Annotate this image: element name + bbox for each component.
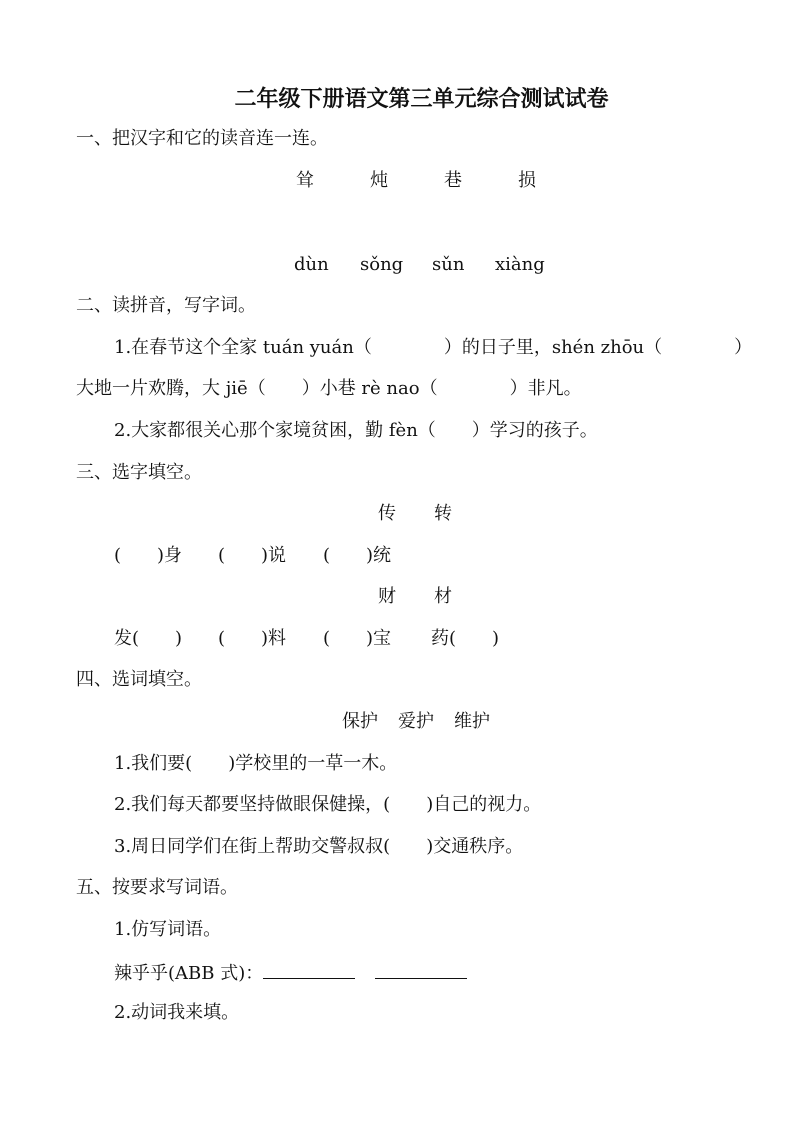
choice-char-cai1: 财 <box>378 586 396 607</box>
pinyin-1: dùn <box>294 254 329 275</box>
section2-line2: 大地一片欢腾，大 jiē（ ）小巷 rè nao（ ）非凡。 <box>76 378 582 399</box>
blank-tong: ( )统 <box>323 545 392 566</box>
section2-heading: 二、读拼音，写字词。 <box>76 295 256 316</box>
example-word: 辣乎乎(ABB 式)： <box>114 963 264 984</box>
char-3: 巷 <box>444 170 462 191</box>
section4-heading: 四、选词填空。 <box>76 669 202 690</box>
blank-yao: 药( ) <box>431 628 500 649</box>
section4-q3: 3.周日同学们在街上帮助交警叔叔( )交通秩序。 <box>114 836 524 857</box>
page-title: 二年级下册语文第三单元综合测试试卷 <box>234 86 609 112</box>
answer-blank-1[interactable] <box>263 960 355 979</box>
section3-heading: 三、选字填空。 <box>76 462 202 483</box>
word-aihu: 爱护 <box>398 711 434 732</box>
section2-line1: 1.在春节这个全家 tuán yuán（ ）的日子里，shén zhōu（ ） <box>114 337 753 358</box>
blank-shuo: ( )说 <box>218 545 287 566</box>
char-1: 耸 <box>296 170 314 191</box>
section5-sub2: 2.动词我来填。 <box>114 1002 240 1023</box>
char-4: 损 <box>518 170 536 191</box>
blank-liao: ( )料 <box>218 628 287 649</box>
word-baohu: 保护 <box>342 711 378 732</box>
blank-shen: ( )身 <box>114 545 183 566</box>
blank-bao: ( )宝 <box>323 628 392 649</box>
word-weihu: 维护 <box>454 711 490 732</box>
choice-char-zhuan: 转 <box>434 503 452 524</box>
blank-fa: 发( ) <box>114 628 183 649</box>
pinyin-4: xiàng <box>495 254 545 275</box>
section5-heading: 五、按要求写词语。 <box>76 877 238 898</box>
pinyin-3: sǔn <box>432 254 465 275</box>
section5-sub1: 1.仿写词语。 <box>114 919 222 940</box>
pinyin-2: sǒng <box>360 254 404 275</box>
answer-blank-2[interactable] <box>375 960 467 979</box>
section4-q1: 1.我们要( )学校里的一草一木。 <box>114 753 398 774</box>
section1-heading: 一、把汉字和它的读音连一连。 <box>76 128 328 149</box>
section4-q2: 2.我们每天都要坚持做眼保健操，( )自己的视力。 <box>114 794 542 815</box>
choice-char-chuan: 传 <box>378 503 396 524</box>
char-2: 炖 <box>370 170 388 191</box>
section2-line3: 2.大家都很关心那个家境贫困，勤 fèn（ ）学习的孩子。 <box>114 420 598 441</box>
choice-char-cai2: 材 <box>434 586 452 607</box>
example-line <box>114 960 467 986</box>
